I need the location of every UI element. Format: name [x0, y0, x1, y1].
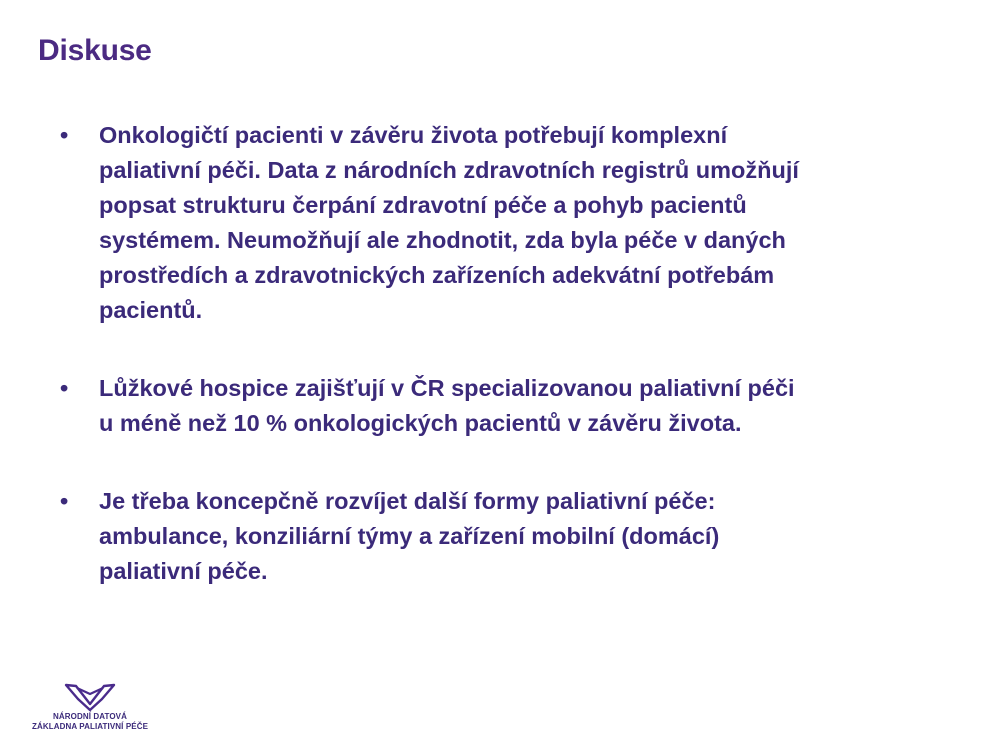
bullet-item: [60, 484, 960, 589]
bullet-list: [60, 118, 960, 589]
bullet-marker: •: [60, 375, 69, 401]
heart-wings-logo-icon: [64, 682, 116, 712]
logo-text-line1: NÁRODNÍ DATOVÁ: [53, 712, 127, 721]
bullet-marker: •: [60, 122, 69, 148]
logo-text-line2: ZÁKLADNA PALIATIVNÍ PÉČE: [31, 722, 149, 731]
bullet-marker: •: [60, 488, 69, 514]
bullet-item: [60, 118, 960, 328]
bullet-text: Onkologičtí pacienti v závěru života potřebují komplexní paliativní péči. Data z národních zdravotních registrů umožňují popsat strukturu čerpání zdravotní péče a pohyb pacientů systémem. Neumožňují ale zhodnotit, zda byla péče v daných prostředích a zdravotnických zařízeních adekvátní potřebám pacientů.: [99, 122, 799, 323]
slide-title: Diskuse: [38, 34, 152, 67]
bullet-text: Lůžkové hospice zajišťují v ČR specializovanou paliativní péči u méně než 10 % onkologických pacientů v závěru života.: [99, 375, 795, 436]
footer-logo: [28, 682, 152, 732]
bullet-text: Je třeba koncepčně rozvíjet další formy paliativní péče: ambulance, konziliární týmy a zařízení mobilní (domácí) paliativní péče.: [99, 488, 720, 584]
bullet-item: [60, 371, 960, 441]
